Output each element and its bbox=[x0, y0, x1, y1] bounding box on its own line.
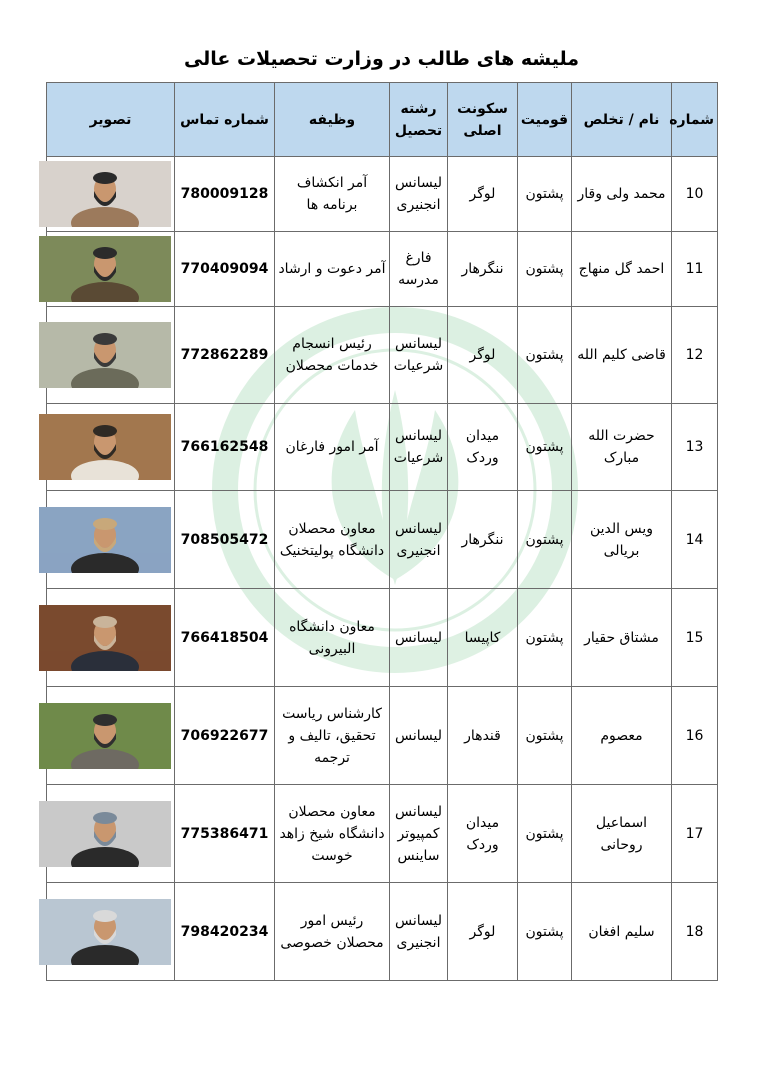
cell-education: لیسانس انجنیری bbox=[390, 157, 448, 232]
cell-number: 14 bbox=[672, 491, 718, 589]
cell-residence: لوگر bbox=[448, 883, 518, 981]
cell-education: لیسانس کمپیوتر ساینس bbox=[390, 785, 448, 883]
portrait-photo bbox=[39, 507, 171, 573]
cell-position: کارشناس ریاست تحقیق، تالیف و ترجمه bbox=[275, 687, 390, 785]
cell-contact: 798420234 bbox=[175, 883, 275, 981]
cell-ethnicity: پشتون bbox=[518, 157, 572, 232]
cell-photo bbox=[47, 785, 175, 883]
cell-number: 13 bbox=[672, 404, 718, 491]
cell-contact: 772862289 bbox=[175, 307, 275, 404]
cell-ethnicity: پشتون bbox=[518, 404, 572, 491]
portrait-photo bbox=[39, 703, 171, 769]
cell-residence: قندهار bbox=[448, 687, 518, 785]
cell-number: 12 bbox=[672, 307, 718, 404]
cell-position: رئیس انسجام خدمات محصلان bbox=[275, 307, 390, 404]
cell-residence: میدان وردک bbox=[448, 404, 518, 491]
cell-photo bbox=[47, 687, 175, 785]
header-photo: تصویر bbox=[47, 83, 175, 157]
cell-position: رئیس امور محصلان خصوصی bbox=[275, 883, 390, 981]
cell-contact: 766418504 bbox=[175, 589, 275, 687]
cell-residence: لوگر bbox=[448, 307, 518, 404]
cell-ethnicity: پشتون bbox=[518, 589, 572, 687]
cell-education: لیسانس شرعیات bbox=[390, 307, 448, 404]
cell-contact: 706922677 bbox=[175, 687, 275, 785]
cell-number: 11 bbox=[672, 232, 718, 307]
cell-position: معاون دانشگاه البیرونی bbox=[275, 589, 390, 687]
table-row bbox=[47, 883, 718, 981]
cell-number: 15 bbox=[672, 589, 718, 687]
header-contact: شماره تماس bbox=[175, 83, 275, 157]
cell-contact: 780009128 bbox=[175, 157, 275, 232]
table-row bbox=[47, 687, 718, 785]
cell-photo bbox=[47, 589, 175, 687]
cell-name: ویس الدین بریالی bbox=[572, 491, 672, 589]
cell-name: معصوم bbox=[572, 687, 672, 785]
header-ethnicity: قومیت bbox=[518, 83, 572, 157]
header-residence: سکونت اصلی bbox=[448, 83, 518, 157]
cell-residence: میدان وردک bbox=[448, 785, 518, 883]
cell-photo bbox=[47, 307, 175, 404]
cell-ethnicity: پشتون bbox=[518, 785, 572, 883]
cell-number: 16 bbox=[672, 687, 718, 785]
portrait-photo bbox=[39, 899, 171, 965]
portrait-photo bbox=[39, 605, 171, 671]
portrait-photo bbox=[39, 236, 171, 302]
cell-residence: ننگرهار bbox=[448, 232, 518, 307]
header-education: رشته تحصیل bbox=[390, 83, 448, 157]
cell-photo bbox=[47, 883, 175, 981]
cell-number: 18 bbox=[672, 883, 718, 981]
table-row bbox=[47, 491, 718, 589]
portrait-photo bbox=[39, 161, 171, 227]
cell-ethnicity: پشتون bbox=[518, 883, 572, 981]
cell-name: سلیم افغان bbox=[572, 883, 672, 981]
portrait-photo bbox=[39, 801, 171, 867]
table-row bbox=[47, 785, 718, 883]
cell-position: آمر امور فارغان bbox=[275, 404, 390, 491]
table-row bbox=[47, 404, 718, 491]
cell-name: محمد ولی وقار bbox=[572, 157, 672, 232]
portrait-photo bbox=[39, 414, 171, 480]
cell-residence: ننگرهار bbox=[448, 491, 518, 589]
header-number: شماره bbox=[672, 83, 718, 157]
cell-name: مشتاق حقیار bbox=[572, 589, 672, 687]
cell-photo bbox=[47, 491, 175, 589]
cell-number: 10 bbox=[672, 157, 718, 232]
table-row bbox=[47, 232, 718, 307]
cell-residence: لوگر bbox=[448, 157, 518, 232]
cell-position: معاون محصلان دانشگاه پولیتخنیک bbox=[275, 491, 390, 589]
cell-contact: 766162548 bbox=[175, 404, 275, 491]
cell-education: فارغ مدرسه bbox=[390, 232, 448, 307]
cell-education: لیسانس bbox=[390, 589, 448, 687]
header-position: وظیفه bbox=[275, 83, 390, 157]
table-header-row bbox=[47, 83, 718, 157]
roster-table bbox=[46, 82, 718, 981]
cell-education: لیسانس شرعیات bbox=[390, 404, 448, 491]
cell-contact: 708505472 bbox=[175, 491, 275, 589]
cell-name: قاضی کلیم الله bbox=[572, 307, 672, 404]
table-row bbox=[47, 307, 718, 404]
cell-ethnicity: پشتون bbox=[518, 307, 572, 404]
cell-name: اسماعیل روحانی bbox=[572, 785, 672, 883]
cell-name: حضرت الله مبارک bbox=[572, 404, 672, 491]
cell-contact: 775386471 bbox=[175, 785, 275, 883]
cell-number: 17 bbox=[672, 785, 718, 883]
page-title: ملیشه های طالب در وزارت تحصیلات عالی bbox=[183, 48, 580, 70]
cell-contact: 770409094 bbox=[175, 232, 275, 307]
cell-education: لیسانس bbox=[390, 687, 448, 785]
header-name: نام / تخلص bbox=[572, 83, 672, 157]
cell-name: احمد گل منهاج bbox=[572, 232, 672, 307]
cell-position: آمر انکشاف برنامه ها bbox=[275, 157, 390, 232]
cell-photo bbox=[47, 157, 175, 232]
cell-ethnicity: پشتون bbox=[518, 232, 572, 307]
portrait-photo bbox=[39, 322, 171, 388]
cell-photo bbox=[47, 232, 175, 307]
cell-position: معاون محصلان دانشگاه شیخ زاهد خوست bbox=[275, 785, 390, 883]
table-row bbox=[47, 589, 718, 687]
cell-ethnicity: پشتون bbox=[518, 491, 572, 589]
table-row bbox=[47, 157, 718, 232]
cell-ethnicity: پشتون bbox=[518, 687, 572, 785]
cell-position: آمر دعوت و ارشاد bbox=[275, 232, 390, 307]
cell-education: لیسانس انجنیری bbox=[390, 883, 448, 981]
cell-photo bbox=[47, 404, 175, 491]
cell-residence: کاپیسا bbox=[448, 589, 518, 687]
cell-education: لیسانس انجنیری bbox=[390, 491, 448, 589]
